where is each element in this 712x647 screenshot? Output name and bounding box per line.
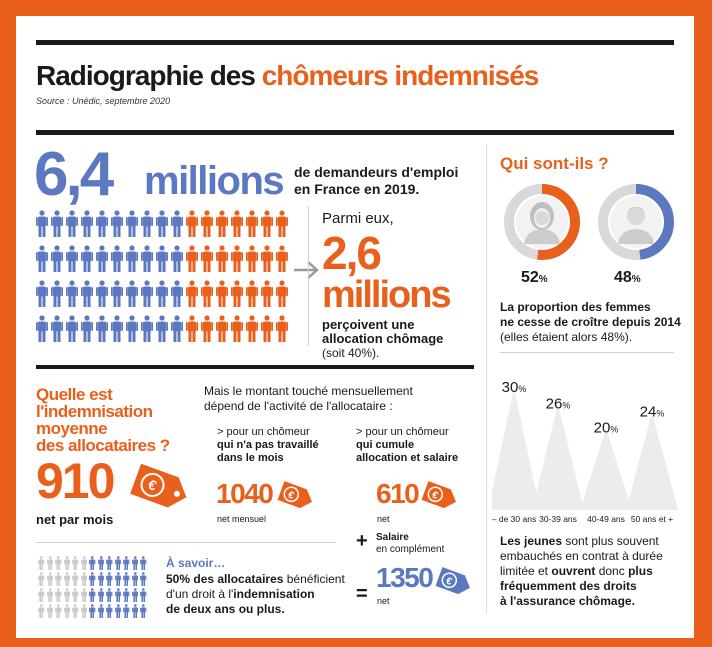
mini-person-icon (64, 604, 71, 623)
savoir-text (166, 572, 345, 617)
person-icon (36, 315, 48, 342)
person-icon (51, 280, 63, 307)
person-icon (96, 210, 108, 237)
euro-tag-icon (128, 460, 194, 516)
middle-rule (36, 365, 474, 369)
person-icon (201, 245, 213, 272)
age-category-label: 30-39 ans (539, 514, 577, 524)
infographic-card (16, 16, 694, 638)
euro-symbol-small2: € (430, 489, 440, 502)
person-icon (126, 245, 138, 272)
person-icon (36, 280, 48, 307)
person-icon (141, 210, 153, 237)
cas1-l3: dans le mois (217, 452, 284, 464)
person-icon (96, 315, 108, 342)
age-bar (626, 412, 678, 510)
who-text3: (elles étaient alors 48%). (500, 330, 633, 344)
person-icon (201, 280, 213, 307)
person-icon (186, 315, 198, 342)
question-l1: Quelle est (36, 385, 113, 404)
savoir-l3: de deux ans ou plus. (166, 602, 285, 616)
cas2-total: 1350 (376, 562, 433, 593)
mini-person-icon (132, 604, 139, 623)
avg-value: 910 (36, 453, 114, 509)
person-icon (111, 210, 123, 237)
person-icon (276, 210, 288, 237)
parmi-unit: millions (322, 274, 450, 316)
person-icon (36, 245, 48, 272)
age-t5: à l'assurance chômage. (500, 594, 635, 608)
parmi-desc1: perçoivent une (322, 317, 415, 332)
cas1-l2: qui n'a pas travaillé (217, 439, 319, 451)
person-icon (156, 315, 168, 342)
who-text1: La proportion des femmes (500, 300, 651, 314)
age-text (500, 534, 680, 609)
person-icon (111, 315, 123, 342)
female-pct-sign: % (538, 274, 548, 285)
parmi-desc (322, 318, 443, 360)
person-icon (81, 280, 93, 307)
male-donut (596, 182, 676, 262)
plus-a: Salaire (376, 532, 409, 543)
column-divider (486, 144, 487, 614)
age-category-label: – de 30 ans (492, 514, 537, 524)
person-icon (141, 280, 153, 307)
age-value-label: 20% (593, 419, 619, 437)
savoir-title: À savoir… (166, 556, 226, 570)
person-icon (186, 245, 198, 272)
montant-l1: Mais le montant touché mensuellement (204, 384, 413, 398)
big-desc-line1: de demandeurs d'emploi (294, 164, 459, 180)
big-desc-line2: en France en 2019. (294, 181, 420, 197)
who-text2: ne cesse de croître depuis 2014 (500, 315, 681, 329)
source-note: Source : Unédic, septembre 2020 (36, 96, 171, 106)
age-t3c: donc (595, 564, 629, 578)
arrow-icon (292, 258, 322, 282)
mini-person-icon (55, 604, 62, 623)
person-icon (231, 280, 243, 307)
person-icon (201, 315, 213, 342)
person-icon (66, 245, 78, 272)
person-icon (216, 315, 228, 342)
person-icon (276, 280, 288, 307)
cas1-value: 1040 (216, 478, 273, 509)
mini-person-icon (106, 604, 113, 623)
euro-symbol: € (146, 476, 159, 494)
top-rule (36, 40, 674, 45)
person-icon (246, 245, 258, 272)
person-icon (126, 280, 138, 307)
avg-label: net par mois (36, 512, 114, 527)
person-icon (231, 245, 243, 272)
euro-tag-blue-icon (434, 564, 474, 600)
savoir-l2a: d'un droit à l' (166, 587, 234, 601)
person-icon (261, 210, 273, 237)
person-icon (126, 210, 138, 237)
montant-l2: dépend de l'activité de l'allocataire : (204, 399, 393, 413)
mini-person-icon (81, 604, 88, 623)
male-pct (614, 269, 641, 287)
cas2-text (356, 426, 458, 465)
person-icon (111, 280, 123, 307)
question-block (36, 386, 170, 454)
person-icon (111, 245, 123, 272)
age-bar (532, 404, 584, 510)
age-bar (580, 429, 632, 510)
age-value-label: 26% (545, 395, 571, 413)
age-value-label: 24% (639, 403, 665, 421)
mini-person-icon (115, 604, 122, 623)
mini-person-icon (89, 604, 96, 623)
person-icon (216, 280, 228, 307)
mini-person-icon (123, 604, 130, 623)
cas2-label2: net (377, 596, 390, 606)
mini-person-icon (38, 604, 45, 623)
person-icon (141, 245, 153, 272)
person-icon (96, 280, 108, 307)
mini-person-icon (140, 604, 147, 623)
person-icon (261, 245, 273, 272)
female-pct (521, 269, 548, 287)
montant-text (204, 384, 413, 414)
person-icon (201, 210, 213, 237)
person-icon (216, 245, 228, 272)
person-icon (51, 245, 63, 272)
person-icon (156, 280, 168, 307)
person-icon (246, 280, 258, 307)
person-icon (36, 210, 48, 237)
person-icon (231, 315, 243, 342)
savoir-divider (36, 542, 336, 543)
question-l4: des allocataires ? (36, 436, 170, 455)
person-icon (141, 315, 153, 342)
person-icon (126, 315, 138, 342)
savoir-l1a: 50 (166, 572, 180, 586)
plus-b: en complément (376, 544, 445, 555)
age-t4: fréquemment des droits (500, 579, 637, 593)
section-rule (36, 130, 674, 135)
female-donut (502, 182, 582, 262)
bracket-line (308, 206, 309, 346)
person-icon (156, 210, 168, 237)
cas1-l1: > pour un chômeur (217, 426, 310, 438)
age-category-label: 40-49 ans (587, 514, 625, 524)
plus-text (376, 532, 444, 556)
male-pct-sign: % (631, 274, 641, 285)
cas1-text (217, 426, 319, 465)
cas2-value: 610 (376, 478, 419, 509)
euro-symbol-blue: € (444, 575, 454, 588)
person-icon (81, 245, 93, 272)
who-divider (500, 352, 674, 353)
person-icon (66, 280, 78, 307)
who-text (500, 300, 681, 345)
who-title: Qui sont-ils ? (500, 154, 609, 173)
parmi-desc2: allocation chômage (322, 331, 444, 346)
female-pct-value: 52 (521, 269, 539, 286)
person-icon (231, 210, 243, 237)
age-bar (492, 388, 540, 510)
person-icon (51, 315, 63, 342)
person-icon (66, 315, 78, 342)
mini-person-icon (47, 604, 54, 623)
page-title (36, 60, 538, 92)
age-t3b: ouvrent (551, 564, 596, 578)
person-icon (66, 210, 78, 237)
title-part1: Radiographie des (36, 60, 262, 91)
person-icon (81, 315, 93, 342)
person-icon (171, 210, 183, 237)
parmi-label: Parmi eux, (322, 210, 394, 227)
big-number: 6,4 (34, 140, 112, 209)
people-grid (36, 210, 306, 352)
person-icon (81, 210, 93, 237)
question-l2: l'indemnisation (36, 402, 153, 421)
euro-tag-small-icon (276, 478, 316, 514)
cas1-label: net mensuel (217, 514, 267, 524)
big-desc (294, 164, 458, 198)
age-category-label: 50 ans et + (630, 514, 674, 524)
euro-symbol-small: € (286, 489, 296, 502)
title-part2: chômeurs indemnisés (261, 60, 539, 91)
person-icon (186, 280, 198, 307)
person-icon (171, 245, 183, 272)
savoir-l1c: bénéficient (283, 572, 345, 586)
person-icon (276, 315, 288, 342)
age-value-label: 30% (501, 379, 527, 396)
age-t3d: plus (628, 564, 653, 578)
person-icon (51, 210, 63, 237)
person-icon (246, 315, 258, 342)
parmi-number: 2,6 (322, 227, 380, 279)
person-icon (261, 280, 273, 307)
person-icon (216, 210, 228, 237)
person-icon (261, 315, 273, 342)
mini-person-icon (98, 604, 105, 623)
person-icon (186, 210, 198, 237)
person-icon (171, 280, 183, 307)
cas2-l2: qui cumule (356, 439, 415, 451)
age-t1b: sont plus souvent (562, 534, 659, 548)
cas2-l3: allocation et salaire (356, 452, 459, 464)
cas2-label1: net (377, 514, 390, 524)
equals-icon: = (356, 583, 368, 605)
person-icon (171, 315, 183, 342)
question-l3: moyenne (36, 419, 108, 438)
savoir-l1b: % des allocataires (179, 572, 284, 586)
mini-people-grid (38, 556, 154, 622)
person-icon (276, 245, 288, 272)
person-icon (246, 210, 258, 237)
person-icon (156, 245, 168, 272)
age-t1a: Les jeunes (500, 534, 563, 548)
age-chart (492, 366, 682, 526)
plus-icon: + (356, 530, 368, 552)
age-t2: embauchés en contrat à durée (500, 549, 663, 563)
person-icon (96, 245, 108, 272)
euro-tag-small2-icon (420, 478, 460, 514)
parmi-desc3: (soit 40%). (322, 346, 380, 360)
male-pct-value: 48 (614, 269, 632, 286)
cas2-l1: > pour un chômeur (356, 426, 449, 438)
savoir-l2b: indemnisation (233, 587, 315, 601)
big-unit: millions (144, 159, 284, 203)
mini-person-icon (72, 604, 79, 623)
age-t3a: limitée et (500, 564, 552, 578)
